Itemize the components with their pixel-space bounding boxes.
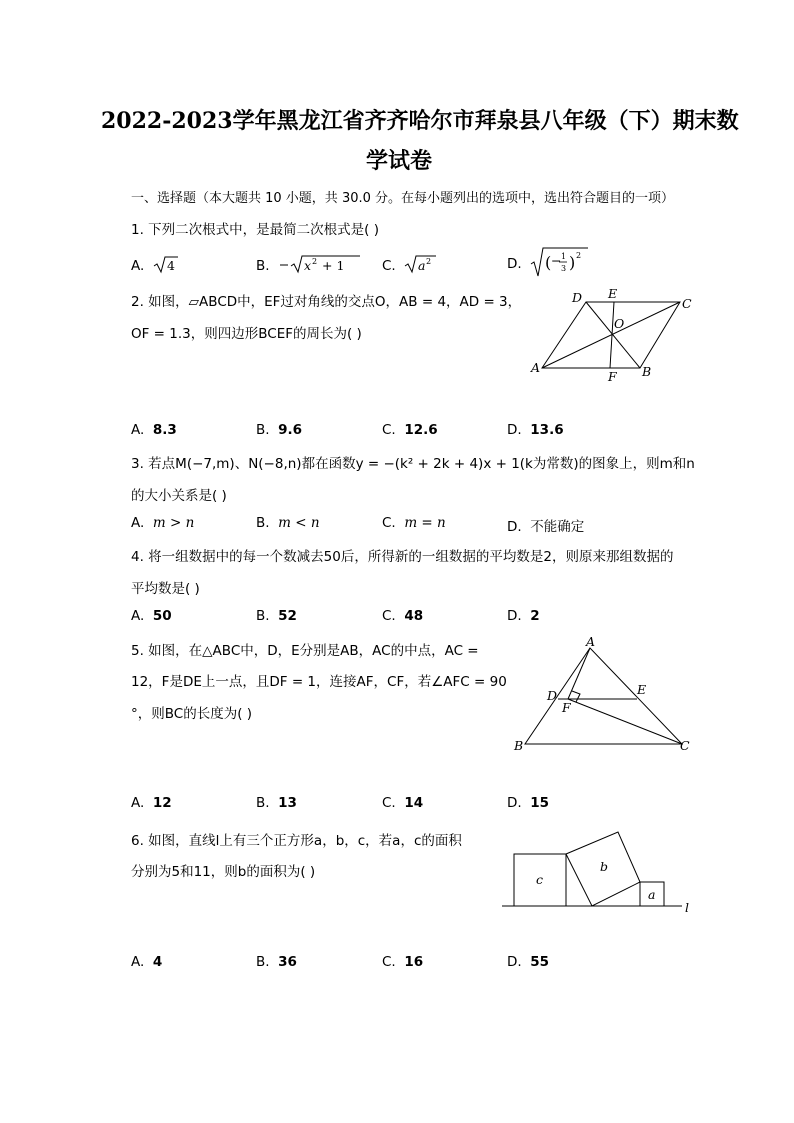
question-1-option-c: C. a 2: [382, 254, 438, 274]
question-3-option-b: B. m < n: [256, 515, 320, 531]
question-2-option-b: B. 9.6: [256, 422, 303, 438]
segment-af: [568, 648, 590, 699]
right-angle-mark: [572, 691, 580, 702]
figure-label-d: D: [547, 688, 558, 703]
question-1-option-d: D. ( − 1 3 ) 2: [507, 246, 590, 278]
question-1-stem: 1. 下列二次根式中，是最简二次根式是( ): [131, 222, 379, 238]
svg-text:(: (: [545, 253, 552, 272]
figure-label-f: F: [562, 700, 571, 715]
figure-label-o: O: [614, 316, 625, 331]
squares-figure: [500, 824, 700, 916]
figure-label-l: l: [685, 900, 689, 915]
figure-label-a: A: [531, 360, 541, 375]
sqrt-4-expression: [153, 256, 179, 274]
svg-text:2: 2: [426, 257, 432, 266]
question-2-stem-line2: OF = 1.3，则四边形BCEF的周长为( ): [131, 326, 362, 342]
triangle-figure: [510, 636, 700, 758]
svg-text:x: x: [304, 258, 312, 273]
question-5-stem-line2: 12，F是DE上一点，且DF = 1，连接AF，CF，若∠AFC = 90: [131, 674, 507, 690]
question-6-stem-line2: 分别为5和11，则b的面积为( ): [131, 864, 316, 880]
question-1-option-texts: [0, 0, 1, 1]
segment-cf: [568, 699, 682, 744]
question-3-option-d: D. 不能确定: [507, 519, 585, 535]
question-5-option-b: B. 13: [256, 795, 297, 811]
question-1-option-b: B. x 2 + 1: [256, 254, 362, 274]
figure-label-a: A: [586, 636, 596, 649]
question-6-stem-line1: 6. 如图，直线l上有三个正方形a，b，c，若a，c的面积: [131, 833, 462, 849]
figure-label-b: b: [600, 859, 609, 874]
section-header: 一、选择题（本大题共 10 小题，共 30.0 分。在每小题列出的选项中，选出符合题目的一项）: [131, 191, 675, 206]
question-6-option-d: D. 55: [507, 954, 550, 970]
question-4-option-a: A. 50: [131, 608, 172, 624]
question-4-stem-line1: 4. 将一组数据中的每一个数减去50后，所得新的一组数据的平均数是2，则原来那组数据的: [131, 549, 674, 565]
question-5-option-d: D. 15: [507, 795, 550, 811]
svg-text:+ 1: + 1: [322, 258, 345, 273]
question-4-stem-line2: 平均数是( ): [131, 581, 200, 597]
figure-label-d: D: [572, 290, 583, 305]
question-5-stem-line3: °，则BC的长度为( ): [131, 706, 253, 722]
figure-label-b: B: [514, 738, 524, 753]
question-5-option-c: C. 14: [382, 795, 424, 811]
figure-label-c: C: [680, 738, 690, 753]
question-3-option-a: A. m > n: [131, 515, 195, 531]
svg-text:2: 2: [576, 251, 582, 260]
question-4-option-d: D. 2: [507, 608, 540, 624]
page-title-line2: 学试卷: [366, 148, 433, 174]
figure-label-a: a: [648, 887, 656, 902]
svg-text:): ): [569, 253, 576, 272]
question-5-stem-line1: 5. 如图，在△ABC中，D，E分别是AB，AC的中点，AC =: [131, 643, 479, 659]
question-2-option-c: C. 12.6: [382, 422, 438, 438]
question-2-stem-line1: 2. 如图，▱ABCD中，EF过对角线的交点O，AB = 4，AD = 3，: [131, 294, 522, 310]
svg-text:4: 4: [166, 258, 175, 273]
question-3-option-c: C. m = n: [382, 515, 446, 531]
question-4-option-b: B. 52: [256, 608, 297, 624]
question-6-option-b: B. 36: [256, 954, 297, 970]
question-2-option-a: A. 8.3: [131, 422, 177, 438]
question-5-option-a: A. 12: [131, 795, 172, 811]
sqrt-neg-third-squared-expression: [530, 246, 590, 278]
svg-text:2: 2: [312, 257, 318, 266]
svg-text:−: −: [551, 253, 562, 268]
svg-text:1: 1: [561, 252, 567, 261]
question-4-option-c: C. 48: [382, 608, 424, 624]
question-2-option-d: D. 13.6: [507, 422, 564, 438]
figure-label-e: E: [637, 682, 647, 697]
question-1-option-a: A. 4: [131, 256, 179, 274]
page-title-line1: 2022-2023学年黑龙江省齐齐哈尔市拜泉县八年级（下）期末数: [101, 108, 739, 134]
svg-text:3: 3: [561, 264, 567, 273]
svg-text:a: a: [418, 258, 426, 273]
parallelogram-figure: [528, 286, 698, 386]
figure-label-b: B: [642, 364, 652, 379]
question-6-option-a: A. 4: [131, 954, 163, 970]
sqrt-a2-expression: [404, 254, 438, 274]
figure-label-c: C: [682, 296, 692, 311]
question-3-stem-line2: 的大小关系是( ): [131, 488, 227, 504]
figure-label-f: F: [608, 369, 617, 384]
neg-sqrt-x2-plus-1-expression: [278, 254, 362, 274]
figure-label-c: c: [536, 872, 544, 887]
question-3-stem-line1: 3. 若点M(−7,m)、N(−8,n)都在函数y = −(k² + 2k + 4)x + 1(k为常数)的图象上，则m和n: [131, 456, 695, 472]
question-6-option-c: C. 16: [382, 954, 424, 970]
figure-label-e: E: [608, 286, 618, 301]
